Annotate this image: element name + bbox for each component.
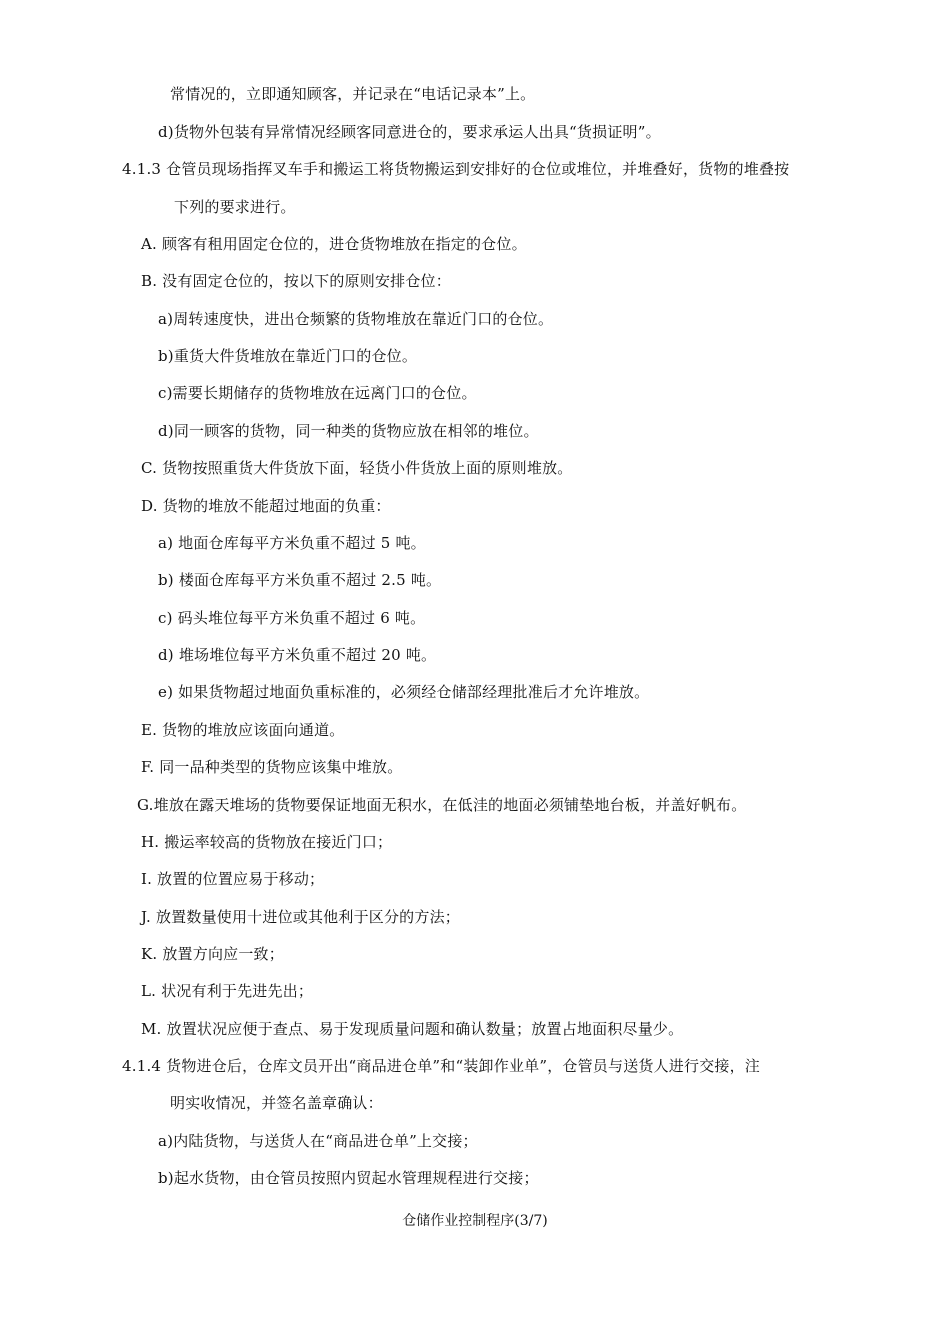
sub-list-item: c)需要长期储存的货物堆放在远离门口的仓位。 xyxy=(158,384,477,402)
list-item: C. 货物按照重货大件货放下面，轻货小件货放上面的原则堆放。 xyxy=(141,459,573,477)
list-item: L. 状况有利于先进先出； xyxy=(141,982,314,1000)
list-item: E. 货物的堆放应该面向通道。 xyxy=(141,721,345,739)
sub-list-item: a)周转速度快，进出仓频繁的货物堆放在靠近门口的仓位。 xyxy=(158,310,554,328)
list-item: I. 放置的位置应易于移动； xyxy=(141,870,325,888)
list-item: H. 搬运率较高的货物放在接近门口； xyxy=(141,833,393,851)
text-line: 常情况的，立即通知顾客，并记录在“电话记录本”上。 xyxy=(170,85,536,103)
sub-list-item: c) 码头堆位每平方米负重不超过 6 吨。 xyxy=(158,609,426,627)
sub-list-item: b)起水货物，由仓管员按照内贸起水管理规程进行交接； xyxy=(158,1169,539,1187)
text-line: 下列的要求进行。 xyxy=(174,198,296,216)
text-line: d)货物外包装有异常情况经顾客同意进仓的，要求承运人出具“货损证明”。 xyxy=(158,123,661,141)
list-item: F. 同一品种类型的货物应该集中堆放。 xyxy=(141,758,403,776)
list-item: A. 顾客有租用固定仓位的，进仓货物堆放在指定的仓位。 xyxy=(141,235,527,253)
list-item: J. 放置数量使用十进位或其他利于区分的方法； xyxy=(141,908,460,926)
text-line: 明实收情况，并签名盖章确认： xyxy=(170,1094,383,1112)
sub-list-item: b)重货大件货堆放在靠近门口的仓位。 xyxy=(158,347,418,365)
sub-list-item: a)内陆货物，与送货人在“商品进仓单”上交接； xyxy=(158,1132,478,1150)
section-heading-4-1-4: 4.1.4 货物进仓后，仓库文员开出“商品进仓单”和“装卸作业单”，仓管员与送货人进行交接，注 xyxy=(122,1057,761,1075)
page-footer: 仓储作业控制程序(3/7) xyxy=(402,1213,548,1229)
section-heading-4-1-3: 4.1.3 仓管员现场指挥叉车手和搬运工将货物搬运到安排好的仓位或堆位，并堆叠好，货物的堆叠按 xyxy=(122,160,790,178)
sub-list-item: d) 堆场堆位每平方米负重不超过 20 吨。 xyxy=(158,646,437,664)
list-item: B. 没有固定仓位的，按以下的原则安排仓位： xyxy=(141,272,451,290)
sub-list-item: e) 如果货物超过地面负重标准的，必须经仓储部经理批准后才允许堆放。 xyxy=(158,683,650,701)
list-item: K. 放置方向应一致； xyxy=(141,945,284,963)
sub-list-item: d)同一顾客的货物，同一种类的货物应放在相邻的堆位。 xyxy=(158,422,539,440)
list-item: D. 货物的堆放不能超过地面的负重： xyxy=(141,497,391,515)
sub-list-item: a) 地面仓库每平方米负重不超过 5 吨。 xyxy=(158,534,426,552)
list-item: M. 放置状况应便于查点、易于发现质量问题和确认数量；放置占地面积尽量少。 xyxy=(141,1020,684,1038)
list-item: G.堆放在露天堆场的货物要保证地面无积水，在低洼的地面必须铺垫地台板，并盖好帆布。 xyxy=(137,796,747,814)
sub-list-item: b) 楼面仓库每平方米负重不超过 2.5 吨。 xyxy=(158,571,442,589)
